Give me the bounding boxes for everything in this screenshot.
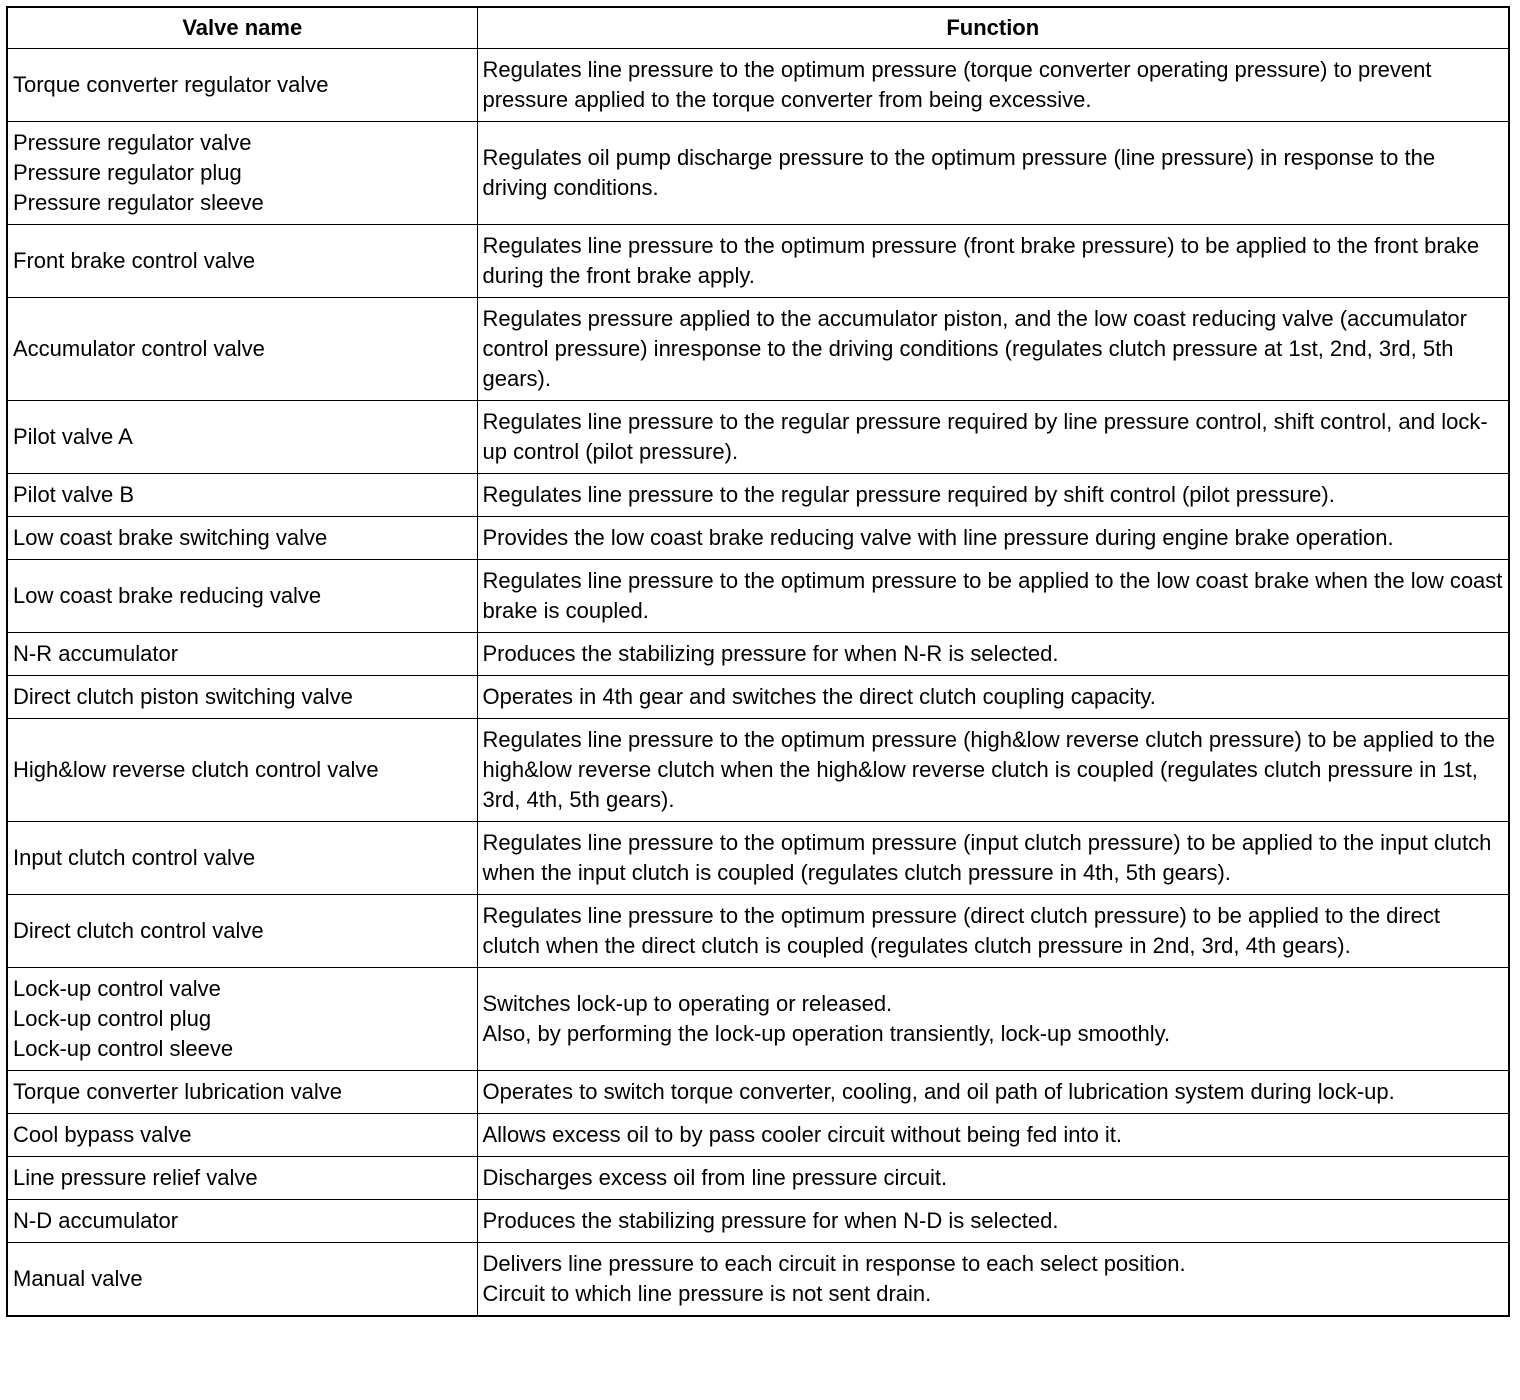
table-row [7,968,1509,1071]
table-body [7,49,1509,1317]
function-cell: Regulates line pressure to the optimum pressure to be applied to the low coast brake when the low coast brake is coupled. [477,560,1509,633]
valve-function-table [6,6,1510,1317]
function-cell: Produces the stabilizing pressure for when N-R is selected. [477,633,1509,676]
valve-name-cell: Input clutch control valve [7,822,477,895]
valve-name-cell: Accumulator control valve [7,298,477,401]
table-row [7,1114,1509,1157]
function-cell: Operates in 4th gear and switches the direct clutch coupling capacity. [477,676,1509,719]
function-cell: Regulates line pressure to the regular pressure required by shift control (pilot pressure). [477,474,1509,517]
valve-name-cell: Lock-up control valve Lock-up control plug Lock-up control sleeve [7,968,477,1071]
table-row [7,633,1509,676]
function-cell: Discharges excess oil from line pressure circuit. [477,1157,1509,1200]
function-cell: Regulates oil pump discharge pressure to the optimum pressure (line pressure) in response to the driving conditions. [477,122,1509,225]
header-valve-name: Valve name [7,7,477,49]
function-cell: Allows excess oil to by pass cooler circuit without being fed into it. [477,1114,1509,1157]
valve-name-cell: Pilot valve A [7,401,477,474]
table-row [7,822,1509,895]
function-cell: Regulates line pressure to the optimum pressure (direct clutch pressure) to be applied to the direct clutch when the direct clutch is coupled (regulates clutch pressure in 2nd, 3rd, 4th gears). [477,895,1509,968]
valve-name-cell: Low coast brake switching valve [7,517,477,560]
valve-name-cell: Pressure regulator valve Pressure regulator plug Pressure regulator sleeve [7,122,477,225]
function-cell: Regulates line pressure to the optimum pressure (front brake pressure) to be applied to the front brake during the front brake apply. [477,225,1509,298]
table-row [7,49,1509,122]
valve-name-cell: High&low reverse clutch control valve [7,719,477,822]
valve-name-cell: Direct clutch control valve [7,895,477,968]
function-cell: Operates to switch torque converter, cooling, and oil path of lubrication system during lock-up. [477,1071,1509,1114]
table-row [7,401,1509,474]
table-row [7,517,1509,560]
table-row [7,1071,1509,1114]
valve-function-table-container [6,6,1508,1317]
table-row [7,1243,1509,1317]
function-cell: Switches lock-up to operating or released. Also, by performing the lock-up operation transiently, lock-up smoothly. [477,968,1509,1071]
table-row [7,676,1509,719]
table-row [7,1157,1509,1200]
table-row [7,1200,1509,1243]
valve-name-cell: Direct clutch piston switching valve [7,676,477,719]
table-row [7,225,1509,298]
function-cell: Regulates line pressure to the regular pressure required by line pressure control, shift control, and lock-up control (pilot pressure). [477,401,1509,474]
valve-name-cell: Manual valve [7,1243,477,1317]
function-cell: Produces the stabilizing pressure for when N-D is selected. [477,1200,1509,1243]
table-row [7,719,1509,822]
table-row [7,122,1509,225]
function-cell: Regulates line pressure to the optimum pressure (torque converter operating pressure) to prevent pressure applied to the torque converter from being excessive. [477,49,1509,122]
header-function: Function [477,7,1509,49]
valve-name-cell: Cool bypass valve [7,1114,477,1157]
table-row [7,560,1509,633]
valve-name-cell: Torque converter regulator valve [7,49,477,122]
valve-name-cell: Torque converter lubrication valve [7,1071,477,1114]
valve-name-cell: Pilot valve B [7,474,477,517]
table-row [7,474,1509,517]
function-cell: Regulates line pressure to the optimum pressure (high&low reverse clutch pressure) to be applied to the high&low reverse clutch when the high&low reverse clutch is coupled (regulates clutch pressure in 1st, 3rd, 4th, 5th gears). [477,719,1509,822]
valve-name-cell: N-R accumulator [7,633,477,676]
valve-name-cell: Line pressure relief valve [7,1157,477,1200]
function-cell: Provides the low coast brake reducing valve with line pressure during engine brake operation. [477,517,1509,560]
table-row [7,298,1509,401]
function-cell: Regulates pressure applied to the accumulator piston, and the low coast reducing valve (accumulator control pressure) inresponse to the driving conditions (regulates clutch pressure at 1st, 2nd, 3rd, 5th gears). [477,298,1509,401]
function-cell: Regulates line pressure to the optimum pressure (input clutch pressure) to be applied to the input clutch when the input clutch is coupled (regulates clutch pressure in 4th, 5th gears). [477,822,1509,895]
valve-name-cell: N-D accumulator [7,1200,477,1243]
valve-name-cell: Low coast brake reducing valve [7,560,477,633]
function-cell: Delivers line pressure to each circuit in response to each select position. Circuit to which line pressure is not sent drain. [477,1243,1509,1317]
table-row [7,895,1509,968]
valve-name-cell: Front brake control valve [7,225,477,298]
table-header-row [7,7,1509,49]
